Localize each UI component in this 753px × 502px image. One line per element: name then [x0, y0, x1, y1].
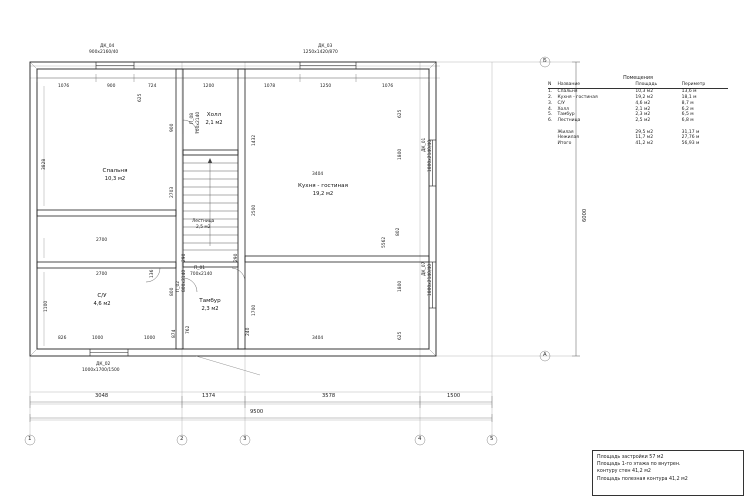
- legend-row-perimeter: 6,2 м: [681, 106, 694, 112]
- legend-col-perimeter: Периметр: [681, 82, 706, 88]
- room-name: Спальня: [102, 168, 128, 174]
- legend-row-n: 2.: [548, 94, 553, 100]
- dim-bottom-1: 3048: [95, 393, 109, 399]
- legend-total-name: Нежилая: [557, 135, 579, 141]
- note-line-2: Площадь 1-го этажа по внутрен.: [597, 462, 681, 468]
- legend-row-name: Лестница: [557, 118, 581, 124]
- dim-inner-1432: 1432: [252, 134, 257, 146]
- dim-inner-3404-top: 3404: [312, 172, 324, 177]
- legend-row-area: 2,5 м2: [635, 118, 651, 124]
- room-area: 2,1 м2: [205, 119, 223, 126]
- room-label-bedroom: [60, 168, 170, 183]
- door-tag-dk03-size: 1250х1420/870: [303, 50, 338, 55]
- note-line-4: Площадь полезная контура 41,2 м2: [597, 476, 688, 482]
- axis-num-1: 1: [28, 436, 32, 442]
- legend-header-row: [548, 82, 728, 88]
- dim-top-4: 1200: [203, 84, 215, 89]
- dim-inner-800: 800: [170, 287, 175, 296]
- legend-col-name: Название: [557, 82, 581, 88]
- dim-inner-290b: 290: [234, 253, 239, 262]
- door-tag-p02-id: П_02: [176, 280, 181, 292]
- legend-row-area: 4,6 м2: [635, 100, 651, 106]
- legend-row-name: Тамбур: [557, 112, 575, 118]
- dim-inner-762: 762: [186, 325, 191, 334]
- legend-row-name: С/У: [557, 100, 565, 106]
- door-tag-dk01-id: ДК_01: [422, 137, 427, 152]
- dim-left-2700-a: 2700: [96, 238, 108, 243]
- legend-total-blank: [548, 141, 557, 147]
- dim-bottom-2: 1374: [202, 393, 216, 399]
- dim-inner-625-c: 625: [398, 331, 403, 340]
- legend-total-area: 41,2 м2: [635, 140, 654, 146]
- legend-row-area: 19,2 м2: [635, 94, 654, 100]
- legend-col-area: Площадь: [635, 82, 658, 88]
- dim-left-2700-b: 2700: [96, 272, 108, 277]
- door-tag-dk04-size: 900х2160/40: [89, 50, 119, 55]
- dim-inner-3404-bot: 3404: [312, 336, 324, 341]
- legend-row-perimeter: 18,1 м: [681, 94, 697, 100]
- room-area: 2,3 м2: [201, 305, 219, 312]
- axis-letter-a: А: [543, 352, 547, 358]
- door-tag-dk02-size: 1000х1700/1500: [82, 368, 120, 373]
- legend-total-name: Итого: [557, 140, 572, 146]
- door-tag-p08-size: 700х2140: [196, 111, 201, 134]
- dim-left-3828: 3828: [42, 158, 47, 170]
- dim-top-2: 900: [107, 84, 116, 89]
- axis-letter-b: Б: [543, 58, 547, 64]
- dim-inner-136: 136: [150, 269, 155, 278]
- axis-num-3: 3: [243, 436, 247, 442]
- door-tag-p01-size: 700х2140: [190, 272, 213, 277]
- dim-top-5: 1078: [264, 84, 276, 89]
- door-tag-dk07-size: 1800х2140/40: [428, 263, 433, 296]
- dim-inner-240: 240: [246, 327, 251, 336]
- rooms-legend: [548, 76, 728, 146]
- legend-row-area: 2,1 м2: [635, 106, 651, 112]
- legend-row-perimeter: 8,7 м: [681, 100, 694, 106]
- room-name: Кухня - гостиная: [298, 183, 348, 189]
- legend-total-area: 11,7 м2: [635, 135, 654, 141]
- legend-row-name: Холл: [557, 106, 570, 112]
- legend-total-perimeter: 27,76 м: [681, 135, 700, 141]
- legend-row-area: 10,3 м2: [635, 89, 654, 95]
- legend-table: [548, 82, 728, 146]
- dim-left-826: 826: [58, 336, 67, 341]
- legend-total-perimeter: 31,17 м: [681, 129, 700, 135]
- legend-row-name: Кухня - гостиная: [557, 94, 598, 100]
- legend-row-n: 1.: [548, 89, 553, 95]
- legend-row-name: Спальня: [557, 89, 578, 95]
- dim-overall-right: 6000: [582, 208, 588, 222]
- table-row-total: [548, 141, 728, 147]
- dim-overall-bottom: 9500: [250, 409, 264, 415]
- door-tag-dk04-id: ДК_04: [100, 44, 115, 49]
- legend-row-area: 2,3 м2: [635, 112, 651, 118]
- dim-inner-874: 874: [172, 329, 177, 338]
- area-summary-note: [592, 450, 744, 496]
- legend-row-n: 3.: [548, 100, 553, 106]
- legend-total-area: 29,5 м2: [635, 129, 654, 135]
- dim-inner-2703: 2703: [170, 186, 175, 198]
- dim-inner-5562: 5562: [382, 236, 387, 248]
- door-tag-dk02-id: ДК_02: [96, 362, 111, 367]
- room-name: С/У: [97, 293, 107, 299]
- dim-inner-900: 900: [170, 123, 175, 132]
- door-tag-dk01-size: 1800х2140/40: [428, 139, 433, 172]
- dim-inner-1800-bot: 1800: [398, 280, 403, 292]
- room-area: 10,3 м2: [104, 175, 126, 182]
- axis-num-5: 5: [490, 436, 494, 442]
- note-line-3: контуру стен 41,2 м2: [597, 469, 651, 475]
- dim-bottom-3: 3578: [322, 393, 336, 399]
- dim-inner-625-top: 625: [138, 93, 143, 102]
- dim-inner-1700: 1700: [252, 304, 257, 316]
- legend-row-n: 5.: [548, 112, 553, 118]
- room-label-bathroom: [78, 293, 126, 308]
- legend-col-n: N: [548, 82, 552, 88]
- door-tag-p08-id: П_08: [190, 112, 195, 124]
- dim-inner-802: 802: [396, 227, 401, 236]
- door-tag-dk07-id: ДК_07: [422, 261, 427, 276]
- dim-inner-290: 290: [182, 253, 187, 262]
- dim-top-6: 1250: [320, 84, 332, 89]
- axis-num-2: 2: [180, 436, 184, 442]
- dim-left-1000: 1000: [92, 336, 104, 341]
- door-tag-p01-id: П_01: [194, 266, 206, 271]
- note-line-1: Площадь застройки 57 м2: [597, 455, 664, 460]
- legend-total-name: Жилая: [557, 129, 574, 135]
- room-label-tambour: [186, 298, 234, 313]
- stair-label: Лестница: [192, 219, 215, 224]
- dim-inner-2500: 2500: [252, 204, 257, 216]
- dim-inner-1800-top: 1800: [398, 148, 403, 160]
- legend-row-perimeter: 6,5 м: [681, 112, 694, 118]
- dim-bottom-4: 1500: [447, 393, 461, 399]
- legend-row-perimeter: 13,6 м: [681, 89, 697, 95]
- dim-top-3: 724: [148, 84, 157, 89]
- room-label-kitchen-living: [268, 183, 378, 198]
- room-name: Холл: [206, 112, 222, 118]
- room-area: 4,6 м2: [93, 300, 111, 307]
- legend-total-perimeter: 56,93 м: [681, 140, 700, 146]
- door-tag-p02-size: 800х2140: [182, 269, 187, 292]
- legend-row-n: 6.: [548, 118, 553, 124]
- legend-row-perimeter: 6,8 м: [681, 118, 694, 124]
- door-tag-dk03-id: ДК_03: [318, 44, 333, 49]
- legend-caption: Помещения: [623, 76, 653, 81]
- dim-top-7: 1076: [382, 84, 394, 89]
- legend-row-n: 4.: [548, 106, 553, 112]
- room-area: 19,2 м2: [312, 190, 334, 197]
- axis-num-4: 4: [418, 436, 422, 442]
- dim-left-1100: 1100: [44, 300, 49, 312]
- dim-inner-1000-bottom: 1000: [144, 336, 156, 341]
- dim-top-1: 1076: [58, 84, 70, 89]
- room-name: Тамбур: [199, 298, 221, 304]
- stair-area-label: 2,5 м2: [196, 225, 211, 230]
- dim-inner-625-b: 625: [398, 109, 403, 118]
